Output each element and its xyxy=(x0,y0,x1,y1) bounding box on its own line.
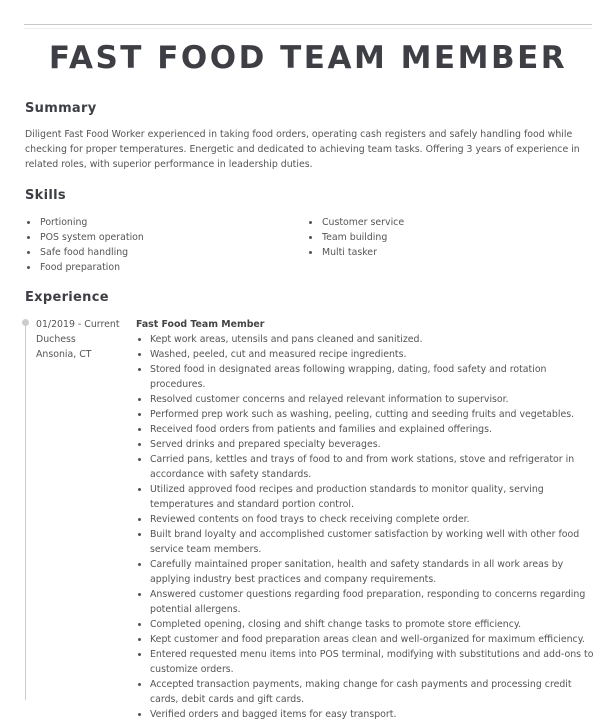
list-item: • Completed opening, closing and shift change tasks to promote store efficiency. xyxy=(150,617,596,632)
list-item: • Kept work areas, utensils and pans cleaned and sanitized. xyxy=(150,332,596,347)
summary-heading: Summary xyxy=(25,101,97,116)
job-company: Duchess xyxy=(36,334,76,345)
list-item: • Entered requested menu items into POS terminal, modifying with substitutions and add-ons to customize orders. xyxy=(150,647,596,677)
job-meta xyxy=(36,317,131,362)
list-item: • Carried pans, kettles and trays of food to and from work stations, stove and refrigerator in accordance with safety standards. xyxy=(150,452,596,482)
job-details xyxy=(136,317,596,722)
list-item: • Portioning xyxy=(39,215,307,230)
list-item: • Performed prep work such as washing, peeling, cutting and seeding fruits and vegetables. xyxy=(150,407,596,422)
skills-column-1 xyxy=(25,215,307,275)
list-item: • Received food orders from patients and families and explained offerings. xyxy=(150,422,596,437)
skills-heading: Skills xyxy=(25,188,66,203)
list-item: • Resolved customer concerns and relayed relevant information to supervisor. xyxy=(150,392,596,407)
skills-column-2 xyxy=(307,215,589,275)
job-location: Ansonia, CT xyxy=(36,349,92,360)
list-item: • Stored food in designated areas following wrapping, dating, food safety and rotation procedures. xyxy=(150,362,596,392)
list-item: • Utilized approved food recipes and production standards to monitor quality, serving temperatures and standard portion control. xyxy=(150,482,596,512)
list-item: • Accepted transaction payments, making change for cash payments and processing credit cards, debit cards and gift cards. xyxy=(150,677,596,707)
list-item: • POS system operation xyxy=(39,230,307,245)
list-item: • Answered customer questions regarding food preparation, responding to concerns regarding potential allergens. xyxy=(150,587,596,617)
list-item: • Kept customer and food preparation areas clean and well-organized for maximum efficiency. xyxy=(150,632,596,647)
timeline-dot xyxy=(22,319,29,326)
job-dates: 01/2019 - Current xyxy=(36,319,120,330)
experience-heading: Experience xyxy=(25,290,109,305)
resume-title: FAST FOOD TEAM MEMBER xyxy=(48,40,568,76)
list-item: • Reviewed contents on food trays to check receiving complete order. xyxy=(150,512,596,527)
list-item: • Team building xyxy=(321,230,589,245)
list-item: • Carefully maintained proper sanitation, health and safety standards in all work areas by applying industry best practices and company requirements. xyxy=(150,557,596,587)
list-item: • Served drinks and prepared specialty beverages. xyxy=(150,437,596,452)
list-item: • Built brand loyalty and accomplished customer satisfaction by working well with other food service team members. xyxy=(150,527,596,557)
list-item: • Customer service xyxy=(321,215,589,230)
job-bullets xyxy=(136,332,596,722)
list-item: • Multi tasker xyxy=(321,245,589,260)
summary-text: Diligent Fast Food Worker experienced in taking food orders, operating cash registers and safely handling food while checking for proper temperatures. Energetic and dedicated to achieving team tasks. Offering 3 years of experience in related roles, with superior performance in leadership duties. xyxy=(25,129,580,170)
list-item: • Verified orders and bagged items for easy transport. xyxy=(150,707,596,722)
timeline-line xyxy=(25,322,26,700)
list-item: • Safe food handling xyxy=(39,245,307,260)
job-title: Fast Food Team Member xyxy=(136,319,265,330)
list-item: • Washed, peeled, cut and measured recipe ingredients. xyxy=(150,347,596,362)
header-divider xyxy=(24,24,592,29)
list-item: • Food preparation xyxy=(39,260,307,275)
skills-list xyxy=(25,215,595,275)
